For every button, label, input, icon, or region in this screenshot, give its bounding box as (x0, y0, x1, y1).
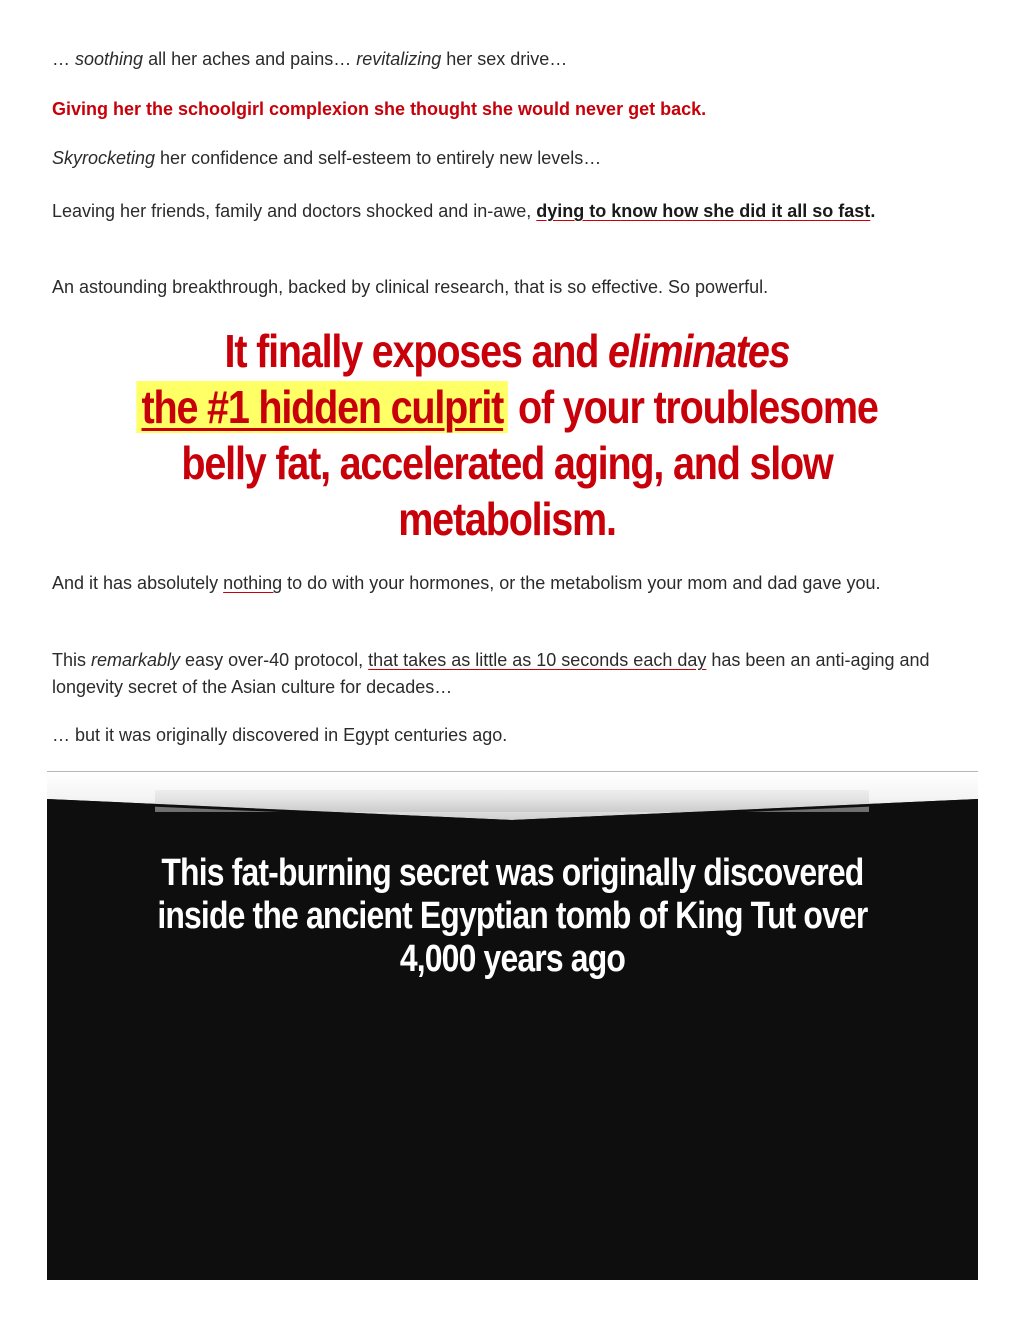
p1-tail: her sex drive… (441, 49, 568, 69)
video-title: This fat-burning secret was originally discovered inside the ancient Egyptian tomb of King Tut over 4,000 years ago (157, 852, 868, 980)
p3-skyrocketing-italic: Skyrocketing (52, 148, 156, 168)
p7-tail: has been an anti-aging and longevity secret of the Asian culture for decades… (52, 650, 930, 697)
paragraph-breakthrough: An astounding breakthrough, backed by clinical research, that is so effective. So powerful. (52, 277, 769, 297)
p1-lead: … (52, 49, 76, 69)
video-player[interactable] (47, 771, 978, 1280)
paragraph-complexion: Giving her the schoolgirl complexion she thought she would never get back. (52, 99, 707, 119)
p6-tail: to do with your hormones, or the metabolism your mom and dad gave you. (282, 573, 881, 593)
paragraph-hormones (52, 570, 952, 597)
p7-lead: This (52, 650, 92, 670)
p4-end: . (870, 201, 876, 221)
dying-to-know-link[interactable]: dying to know how she did it all so fast (536, 201, 871, 221)
p6-nothing-underlined: nothing (223, 573, 283, 593)
video-top-banner (47, 772, 978, 822)
p6-lead: And it has absolutely (52, 573, 224, 593)
headline-part1: It finally exposes and (224, 325, 608, 377)
p3-tail: her confidence and self-esteem to entirely new levels… (155, 148, 602, 168)
p1-mid: all her aches and pains… (143, 49, 357, 69)
paragraph-egypt: … but it was originally discovered in Egypt centuries ago. (52, 725, 508, 745)
paragraph-confidence (52, 145, 952, 172)
p7-remarkably-italic: remarkably (91, 650, 181, 670)
main-headline (116, 323, 899, 547)
p1-revitalizing-italic: revitalizing (356, 49, 442, 69)
p7-mid: easy over-40 protocol, (180, 650, 369, 670)
p1-soothing-italic: soothing (75, 49, 144, 69)
p7-seconds-underlined: that takes as little as 10 seconds each day (368, 650, 707, 670)
headline-eliminates-italic: eliminates (607, 325, 790, 377)
headline-part2: of your troublesome belly fat, accelerated aging, and slow metabolism. (181, 381, 878, 545)
headline-highlight: the #1 hidden culprit (136, 381, 508, 433)
paragraph-protocol (52, 647, 952, 701)
p4-lead: Leaving her friends, family and doctors shocked and in-awe, (52, 201, 537, 221)
paragraph-shocked (52, 198, 952, 225)
paragraph-soothing (52, 46, 952, 73)
